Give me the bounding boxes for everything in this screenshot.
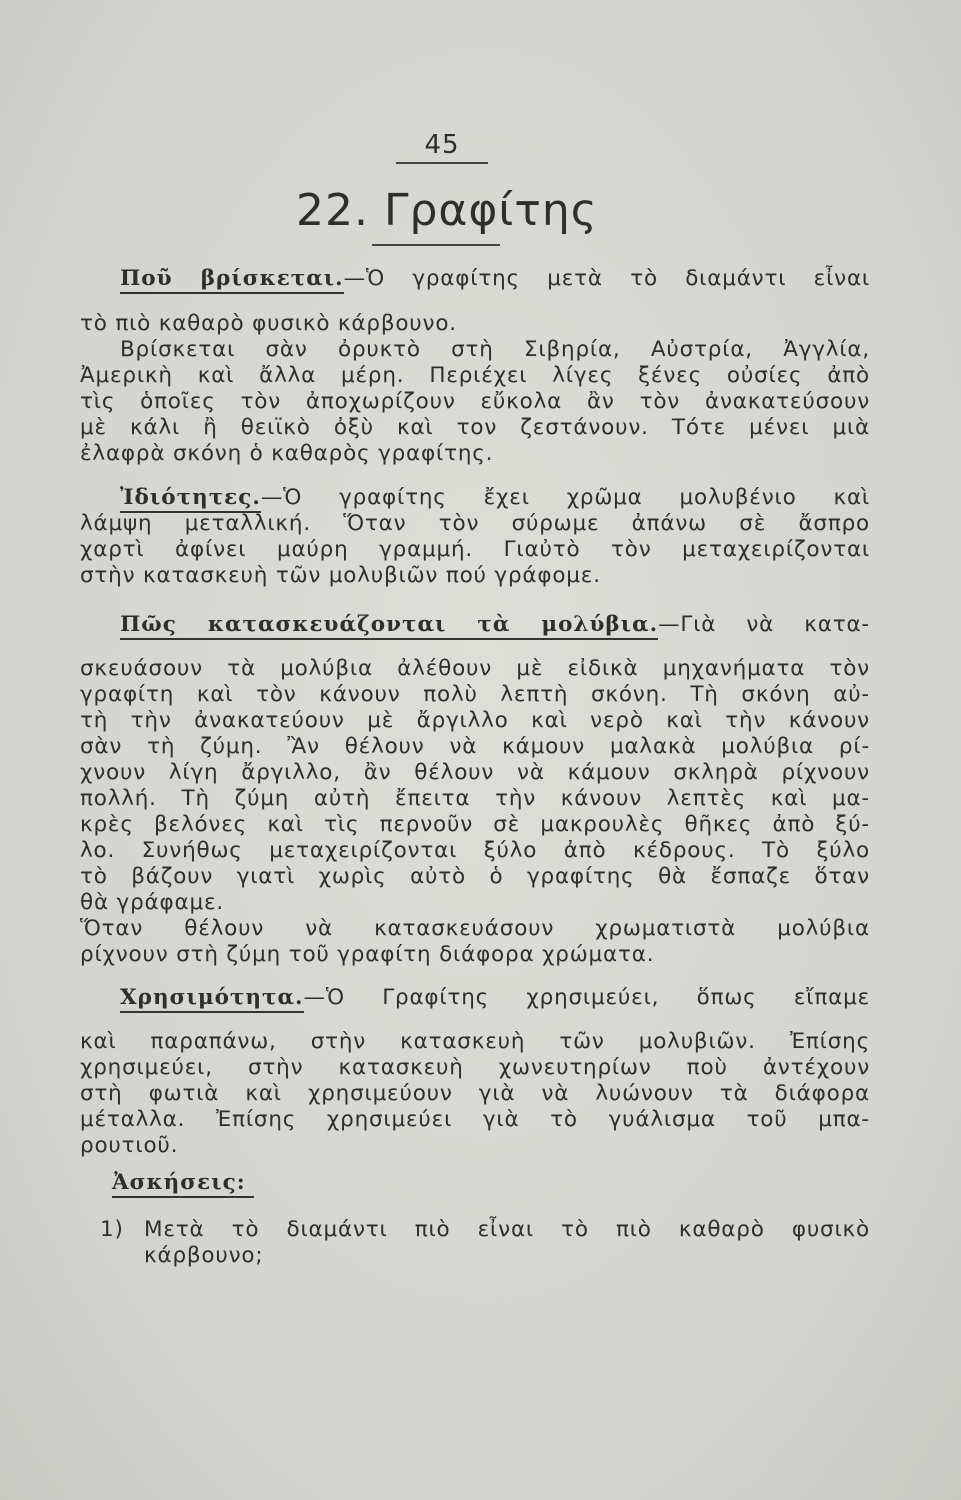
exercise-number: 1)	[100, 1217, 124, 1242]
text-line: τὸ βάζουν γιατὶ χωρὶς αὐτὸ ὁ γραφίτης θὰ ἔσπαζε ὅταν	[80, 864, 870, 889]
section-first-line: Ἰδιότητες.—Ὁ γραφίτης ἔχει χρῶμα μολυβένιο καὶ	[120, 485, 870, 511]
section-making-pencils	[80, 612, 870, 638]
text-line: πολλή. Τὴ ζύμη αὐτὴ ἔπειτα τὴν κάνουν λεπτὲς καὶ μα-	[80, 786, 870, 811]
text-line: στὴν κατασκευὴ τῶν μολυβιῶν πού γράφομε.	[80, 563, 601, 588]
section-where-body	[80, 311, 870, 467]
text-line: στὴ φωτιὰ καὶ χρησιμεύουν γιὰ νὰ λυώνουν τὰ διάφορα	[80, 1081, 870, 1106]
text-line: σὰν τὴ ζύμη. Ἂν θέλουν νὰ κάμουν μαλακὰ μολύβια ρί-	[80, 734, 870, 759]
section-exercises	[80, 1170, 870, 1196]
section-heading: Ἰδιότητες.	[120, 485, 261, 513]
page-title: 22. Γραφίτης	[296, 185, 598, 236]
section-heading: Ἀσκήσεις:	[112, 1170, 254, 1198]
text-line: χνουν λίγη ἄργιλλο, ἂν θέλουν νὰ κάμουν σκληρὰ ρίχνουν	[80, 760, 870, 785]
section-first-line	[112, 1170, 870, 1196]
text-line: Ὅταν θέλουν νὰ κατασκευάσουν χρωματιστὰ μολύβια	[80, 916, 870, 941]
text-line: μὲ κάλι ἢ θειϊκὸ ὀξὺ καὶ τον ζεστάνουν. Τότε μένει μιὰ	[80, 415, 870, 440]
section-usefulness	[80, 985, 870, 1011]
section-usefulness-body	[80, 1029, 870, 1159]
section-making-body	[80, 656, 870, 968]
exercise-text: Μετὰ τὸ διαμάντι πιὸ εἶναι τὸ πιὸ καθαρὸ φυσικὸ	[144, 1217, 870, 1242]
section-first-line: Πῶς κατασκευάζονται τὰ μολύβια.—Γιὰ νὰ κατα-	[120, 612, 870, 638]
text-line: κρὲς βελόνες καὶ τὶς περνοῦν σὲ μακρουλὲς θῆκες ἀπὸ ξύ-	[80, 812, 870, 837]
section-heading: Χρησιμότητα.	[120, 985, 304, 1013]
text-line: λο. Συνήθως μεταχειρίζονται ξύλο ἀπὸ κέδρους. Τὸ ξύλο	[80, 838, 870, 863]
text-line: λάμψη μεταλλική. Ὅταν τὸν σύρωμε ἀπάνω σὲ ἄσπρο	[80, 511, 870, 536]
page-number: 45	[396, 130, 488, 164]
text-line: σκευάσουν τὰ μολύβια ἀλέθουν μὲ εἰδικὰ μηχανήματα τὸν	[80, 656, 870, 681]
text-line: τὶς ὁποῖες τὸν ἀποχωρίζουν εὔκολα ἂν τὸν ἀνακατεύσουν	[80, 389, 870, 414]
title-underline	[372, 244, 500, 246]
text-line: χρησιμεύει, στὴν κατασκευὴ χωνευτηρίων ποὺ ἀντέχουν	[80, 1055, 870, 1080]
section-properties	[80, 485, 870, 589]
text-line: γραφίτη καὶ τὸν κάνουν πολὺ λεπτὴ σκόνη. Τὴ σκόνη αὐ-	[80, 682, 870, 707]
text-line: ρίχνουν στὴ ζύμη τοῦ γραφίτη διάφορα χρώματα.	[80, 942, 655, 967]
section-heading: Πῶς κατασκευάζονται τὰ μολύβια.	[120, 612, 658, 640]
text-line: ἐλαφρὰ σκόνη ὁ καθαρὸς γραφίτης.	[80, 441, 494, 466]
text-line: Βρίσκεται σὰν ὀρυκτὸ στὴ Σιβηρία, Αὐστρία, Ἀγγλία,	[120, 337, 870, 362]
text-line: Ἀμερικὴ καὶ ἄλλα μέρη. Περιέχει λίγες ξένες οὐσίες ἀπὸ	[80, 363, 870, 388]
text-line: τὸ πιὸ καθαρὸ φυσικὸ κάρβουνο.	[80, 311, 457, 336]
section-first-line: Ποῦ βρίσκεται.—Ὁ γραφίτης μετὰ τὸ διαμάντι εἶναι	[120, 266, 870, 292]
section-where-found	[80, 266, 870, 292]
section-heading: Ποῦ βρίσκεται.	[120, 266, 344, 294]
section-first-line: Χρησιμότητα.—Ὁ Γραφίτης χρησιμεύει, ὅπως εἴπαμε	[120, 985, 870, 1011]
text-line: μέταλλα. Ἐπίσης χρησιμεύει γιὰ τὸ γυάλισμα τοῦ μπα-	[80, 1107, 870, 1132]
exercise-item	[100, 1217, 870, 1243]
text-line: ρουτιοῦ.	[80, 1133, 179, 1158]
text-line: καὶ παραπάνω, στὴν κατασκευὴ τῶν μολυβιῶν. Ἐπίσης	[80, 1029, 870, 1054]
text-line: θὰ γράφαμε.	[80, 890, 224, 915]
exercise-text-continued: κάρβουνο;	[144, 1243, 264, 1268]
text-line: χαρτὶ ἀφίνει μαύρη γραμμή. Γιαὐτὸ τὸν μεταχειρίζονται	[80, 537, 870, 562]
exercise-list	[100, 1217, 870, 1269]
text-line: τὴ τὴν ἀνακατεύουν μὲ ἄργιλλο καὶ νερὸ καὶ τὴν κάνουν	[80, 708, 870, 733]
